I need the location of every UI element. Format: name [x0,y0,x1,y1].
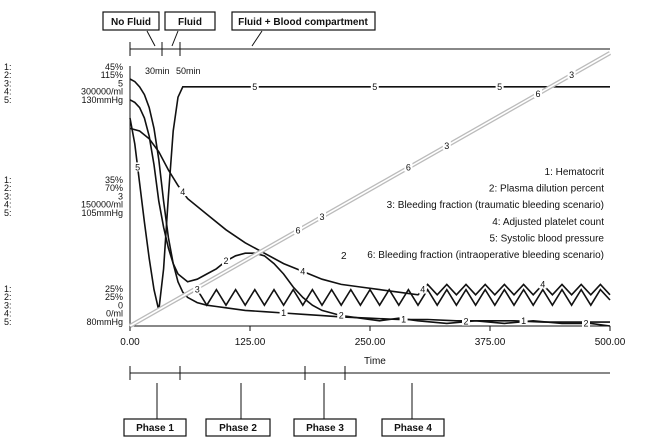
marker-label-17: 3 [444,140,450,151]
no-fluid-pointer [147,31,155,46]
scale-top-value-3: 5 [117,78,123,89]
scale-mid-value-4: 150000/ml [80,199,123,210]
x-tick-label-2: 250.00 [354,337,386,348]
scale-bottom-value-2: 25% [104,292,123,303]
fluid-blood-label: Fluid + Blood compartment [238,17,368,28]
marker-label-4: 4 [180,187,186,198]
scale-mid-value-5: 105mmHg [81,207,123,218]
scale-top-key-4: 4: [4,86,12,97]
marker-label-21: 6 [535,88,541,99]
legend-entry-1: 1: Hematocrit [544,167,604,178]
marker-label-0: 5 [252,81,258,92]
legend-entry-5: 5: Systolic blood pressure [489,233,604,245]
scale-mid-value-2: 70% [104,183,123,194]
scale-bottom-value-5: 80mmHg [86,316,123,327]
x-tick-label-4: 500.00 [594,337,626,348]
marker-label-13: 2 [463,316,469,327]
left-scale [4,62,123,327]
phase-2-label: Phase 2 [219,423,257,434]
legend-entry-2: 2: Plasma dilution percent [488,183,604,195]
scale-bottom-key-4: 4: [4,308,12,319]
marker-label-18: 3 [569,69,575,80]
marker-label-11: 2 [223,256,229,266]
scale-bottom-key-5: 5: [4,316,12,327]
marker-label-1: 5 [372,81,378,92]
scale-mid-key-2: 2: [4,183,12,194]
scale-bottom-key-3: 3: [4,300,12,311]
x-tick-label-3: 375.00 [474,337,506,348]
marker-label-12: 2 [338,310,344,321]
time-30min: 30min [145,66,170,76]
stray-label: 2 [341,251,347,262]
fluid-label: Fluid [178,17,202,28]
phase-4-label: Phase 4 [394,423,432,434]
marker-label-20: 6 [405,162,411,173]
series-2-line [130,100,610,329]
phase-3-label: Phase 3 [306,423,344,434]
marker-label-6: 4 [420,284,426,295]
x-ticks [120,326,625,348]
marker-label-7: 4 [540,279,546,290]
scale-top-value-4: 300000/ml [80,86,123,97]
scale-top-key-3: 3: [4,78,12,89]
scale-top-key-1: 1: [4,62,12,72]
x-tick-label-0: 0.00 [120,337,140,348]
phase-1-label: Phase 1 [136,423,174,434]
fluid-blood-pointer [252,31,262,46]
marker-label-16: 3 [319,211,325,222]
marker-label-3: 5 [135,162,141,173]
legend-entry-6: 6: Bleeding fraction (intraoperative bleeding scenario) [367,250,604,261]
x-tick-label-1: 125.00 [234,337,266,348]
scale-bottom-value-4: 0/ml [105,308,123,319]
scale-bottom-key-1: 1: [4,284,12,294]
scale-top-value-1: 45% [104,62,123,72]
scale-mid-value-1: 35% [104,175,123,185]
scale-mid-key-1: 1: [4,175,12,185]
marker-label-2: 5 [497,81,503,92]
scale-mid-value-3: 3 [117,191,123,202]
legend-entry-3: 3: Bleeding fraction (traumatic bleeding scenario) [386,200,604,212]
series-4-line [130,128,610,294]
scale-bottom-value-1: 25% [104,284,123,294]
legend [367,167,604,261]
scale-top-key-5: 5: [4,94,12,105]
marker-label-8: 1 [281,308,287,318]
series-markers [134,70,590,329]
x-axis-label: Time [364,356,386,367]
marker-label-15: 3 [194,284,200,295]
scale-top-value-5: 130mmHg [81,94,123,105]
scale-bottom-key-2: 2: [4,292,12,303]
marker-label-10: 1 [521,316,527,327]
time-50min: 50min [176,66,201,76]
scale-mid-key-4: 4: [4,199,12,210]
top-annotations [103,12,610,76]
marker-label-5: 4 [300,266,306,277]
marker-label-9: 1 [401,314,407,325]
marker-label-14: 2 [583,318,589,329]
fluid-pointer [172,31,178,46]
scale-top-value-2: 115% [100,70,123,81]
scale-top-key-2: 2: [4,70,12,81]
no-fluid-label: No Fluid [111,17,151,28]
scale-mid-key-3: 3: [4,191,12,202]
scale-bottom-value-3: 0 [117,300,123,311]
scale-mid-key-5: 5: [4,207,12,218]
legend-entry-4: 4: Adjusted platelet count [492,216,604,228]
phase-timeline [124,366,610,436]
marker-label-19: 6 [295,225,301,236]
